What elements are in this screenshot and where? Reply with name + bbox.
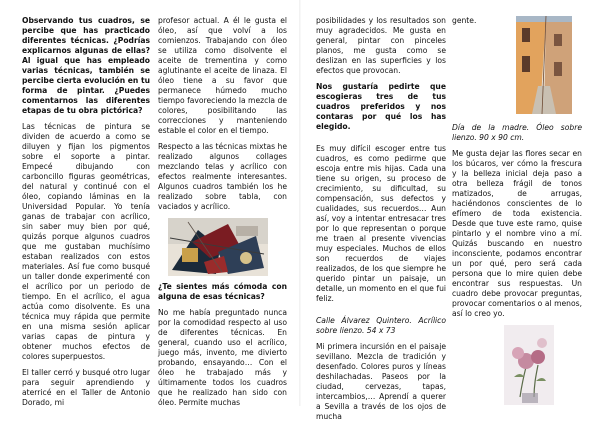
abstract-painting-image bbox=[158, 218, 287, 276]
question-techniques: Observando tus cuadros, se percibe que has practicado diferentes técnicas. ¿Podrías explicarnos algunas de ellas? Al igual que has empleado varias técnicas, también se percibe cierta evolución en tu forma de pintar. ¿Puedes comentarnos las diferentes etapas de tu obra pictórica? bbox=[22, 16, 150, 115]
answer-paragraph: Las técnicas de pintura se dividen de acuerdo a como se diluyen y fijan los pigmentos sobre el soporte a pintar. Empecé dibujando con carboncillo figuras geométricas, del natural y continué con el óleo, copiando láminas en la Universidad Popular. Yo tenía ganas de trabajar con acrílico, sin saber muy bien por qué, quizás porque algunos cuadros que me gustaban muchísimo estaban realizados con estos materiales. Así fue como busqué un taller donde experimenté con el acrílico por un periodo de tiempo. En el acrílico, el agua actúa como disolvente. Es una técnica muy rápida que permite en una misma sesión aplicar varias capas de pintura y obtener muchos efectos de colores superpuestos. bbox=[22, 122, 150, 361]
answer-paragraph: No me había preguntado nunca por la comodidad respecto al uso de diferentes técnicas. En general, cuando uso el acrílico, juego más, invento, me divierto probando, ensayando… Con el óleo he trabajado más y últimamente todos los cuadros que he realizado han sido con óleo. Permite muchas bbox=[158, 308, 287, 407]
answer-paragraph: Respecto a las técnicas mixtas he realizado algunos collages mezclando telas y acrílico con efectos realmente interesantes. Algunos cuadros también los he realizado sobre tabla, con vaciados y acrílico. bbox=[158, 142, 287, 211]
column-1 bbox=[22, 16, 150, 414]
question-comfort: ¿Te sientes más cómoda con alguna de esas técnicas? bbox=[158, 282, 287, 301]
answer-paragraph: profesor actual. A él le gusta el óleo, así que volví a los comienzos. Trabajando con óleo se utiliza como disolvente el aceite de trementina y como aglutinante el aceite de linaza. El óleo tiene a su favor que permanece húmedo mucho tiempo favoreciendo la mezcla de colores, posibilitando las correcciones y manteniendo estable el color en el tiempo. bbox=[158, 16, 287, 135]
painting-caption-dia-madre: Día de la madre. Óleo sobre lienzo. 90 x 90 cm. bbox=[452, 123, 582, 142]
answer-paragraph: gente. bbox=[452, 16, 477, 25]
street-painting-image bbox=[516, 16, 572, 117]
flowers-painting-image bbox=[504, 325, 582, 408]
column-3 bbox=[316, 16, 446, 428]
column-4 bbox=[452, 16, 582, 408]
page-gutter bbox=[299, 0, 301, 406]
painting-caption-calle: Calle Álvarez Quintero. Acrílico sobre lienzo. 54 x 73 bbox=[316, 316, 446, 335]
question-favorites: Nos gustaría pedirte que escogieras tres de tus cuadros preferidos y nos contaras por qué los has elegido. bbox=[316, 82, 446, 131]
answer-paragraph: Me gusta dejar las flores secar en los búcaros, ver cómo la frescura y la belleza inicial deja paso a otra belleza frágil de tonos matizados, de arrugas, haciéndonos conscientes de lo efímero de toda existencia. Desde que tuve este ramo, quise pintarlo y el nombre vino a mí. Quizás buscando en nuestro inconsciente, podamos encontrar un por qué, pero será cada persona que lo mire quien debe encontrar sus respuestas. Un cuadro debe provocar preguntas, provocar comentarios o al menos, así lo creo yo. bbox=[452, 149, 582, 318]
answer-paragraph: posibilidades y los resultados son muy agradecidos. Me gusta en general, pintar con pinceles planos, me gusta como se deslizan en las superficies y los efectos que provocan. bbox=[316, 16, 446, 75]
column-2 bbox=[158, 16, 287, 414]
answer-paragraph: Mi primera incursión en el paisaje sevillano. Mezcla de tradición y desenfado. Colores puros y líneas deshilachadas. Paseos por la ciudad, cervezas, tapas, intercambios,… Aprendí a querer a Sevilla a través de los ojos de mucha bbox=[316, 342, 446, 421]
answer-paragraph: El taller cerró y busqué otro lugar para seguir aprendiendo y aterricé en el Taller de Antonio Dorado, mi bbox=[22, 368, 150, 407]
answer-paragraph: Es muy difícil escoger entre tus cuadros, es como pedirme que escoja entre mis hijas. Cada una tiene su origen, su proceso de crecimiento, su dificultad, su compensación, sus defectos y cualidades, sus recuerdos… Aun así, voy a intentar entresacar tres por lo que representan o porque me traen al presente vivencias muy especiales. Muchos de ellos son recuerdos de viajes realizados, de los que siempre he querido pintar un paisaje, un detalle, un momento en el que fui feliz. bbox=[316, 144, 446, 303]
